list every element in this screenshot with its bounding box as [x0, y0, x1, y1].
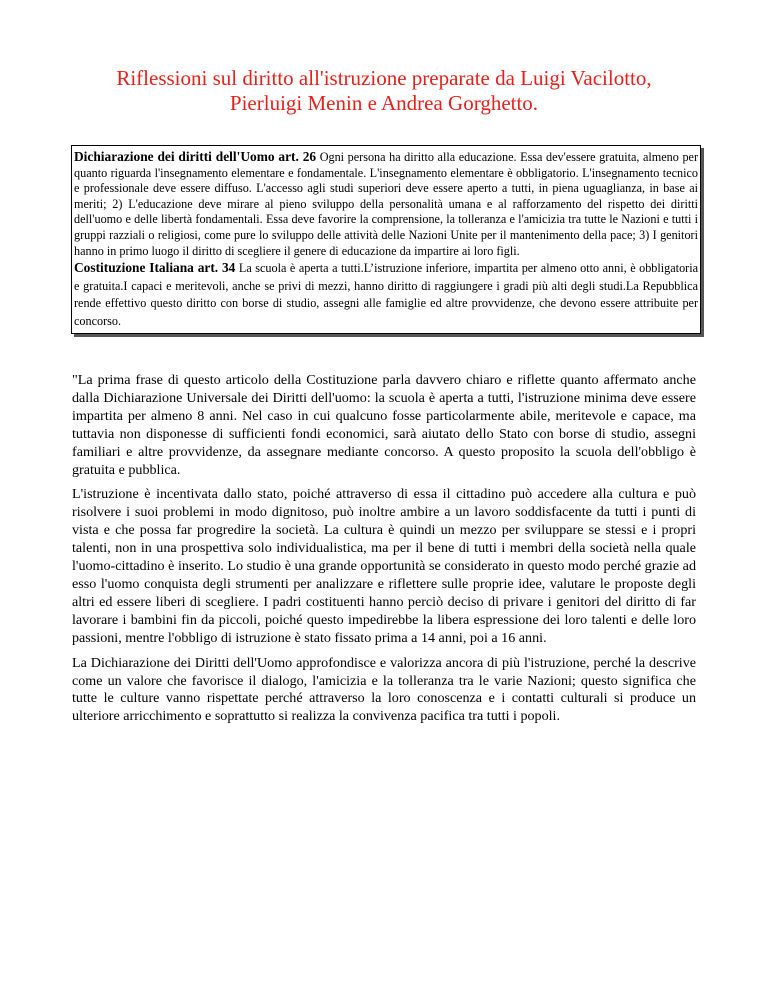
body-paragraph-1: "La prima frase di questo articolo della Costituzione parla davvero chiaro e riflette quanto affermato anche dalla Dichiarazione Universale dei Diritti dell'uomo: la scuola è aperta a tutti, l'istruzione minima deve essere impartita per almeno 8 anni. Nel caso in cui qualcuno fosse particolarmente abile, meritevole e capace, ma tuttavia non disponesse di sufficienti fondi economici, sarà aiutato dello Stato con borse di studio, assegni familiari e altre provvidenze, da assegnare mediante concorso. A questo proposito la scuola dell'obbligo è gratuita e pubblica. — [72, 372, 696, 478]
constitution-article-heading: Costituzione Italiana art. 34 — [74, 260, 236, 276]
body-paragraph-2: L'istruzione è incentivata dallo stato, poiché attraverso di essa il cittadino può accedere alla cultura e può risolvere i suoi problemi in modo dignitoso, può inoltre ambire a un lavoro soddisfacente da tutti i punti di vista e che possa far progredire la società. La cultura è quindi un mezzo per sviluppare se stessi e i propri talenti, non in una prospettiva solo individualistica, ma per il bene di tutti i membri della società nella quale l'uomo-cittadino è inserito. Lo studio è una grande opportunità se considerato in questo modo perché grazie ad esso l'uomo conquista degli strumenti per analizzare e riflettere sulle proprie idee, valutare le proposte degli altri ed essere liberi di scegliere. I padri costituenti hanno perciò deciso di privare i genitori del diritto di far lavorare i bambini fin da piccoli, poiché questo impedirebbe la libera espressione dei loro talenti e delle loro passioni, mentre l'obbligo di istruzione è stato fissato prima a 14 anni, poi a 16 anni. — [72, 486, 696, 646]
constitution-article-34 — [74, 260, 698, 330]
title-line-1: Riflessioni sul diritto all'istruzione preparate da Luigi Vacilotto, — [116, 66, 652, 90]
reflections-body — [72, 372, 696, 733]
quoted-articles-box — [71, 145, 701, 334]
constitution-article-text: La scuola è aperta a tutti.L’istruzione inferiore, impartita per almeno otto anni, è obbligatoria e gratuita.I capaci e meritevoli, anche se privi di mezzi, hanno diritto di raggiungere i gradi più alti degli studi.La Repubblica rende effettivo questo diritto con borse di studio, assegni alle famiglie ed altre provvidenze, che devono essere attribuite per concorso. — [74, 261, 699, 328]
body-paragraph-3: La Dichiarazione dei Diritti dell'Uomo approfondisce e valorizza ancora di più l'istruzione, perché la descrive come un valore che favorisce il dialogo, l'amicizia e la tolleranza tra le varie Nazioni; questo significa che tutte le culture vanno rispettate perché attraverso la loro conoscenza e i contatti culturali si produce un ulteriore arricchimento e soprattutto si realizza la convivenza pacifica tra tutti i popoli. — [72, 654, 696, 725]
declaration-article-26 — [74, 149, 698, 259]
document-title — [60, 66, 708, 116]
declaration-article-heading: Dichiarazione dei diritti dell'Uomo art. 26 — [74, 149, 317, 164]
declaration-article-text: Ogni persona ha diritto alla educazione. Essa dev'essere gratuita, almeno per quanto riguarda l'insegnamento elementare e fondamentale. L'insegnamento elementare è obbligatorio. L'insegnamento tecnico e professionale deve essere diffuso. L'accesso agli studi superiori deve essere aperto a tutti, in piena uguaglianza, in base ai meriti; 2) L'educazione deve mirare al pieno sviluppo della personalità umana e al rafforzamento del rispetto dei diritti dell'uomo e delle libertà fondamentali. Essa deve favorire la comprensione, la tolleranza e l'amicizia tra tutte le Nazioni e tutti i gruppi razziali o religiosi, come pure lo sviluppo delle attività delle Nazioni Unite per il mantenimento della pace; 3) I genitori hanno in primo luogo il diritto di scegliere il genere di educazione da impartire ai loro figli. — [74, 150, 699, 258]
title-line-2: Pierluigi Menin e Andrea Gorghetto. — [229, 91, 539, 115]
